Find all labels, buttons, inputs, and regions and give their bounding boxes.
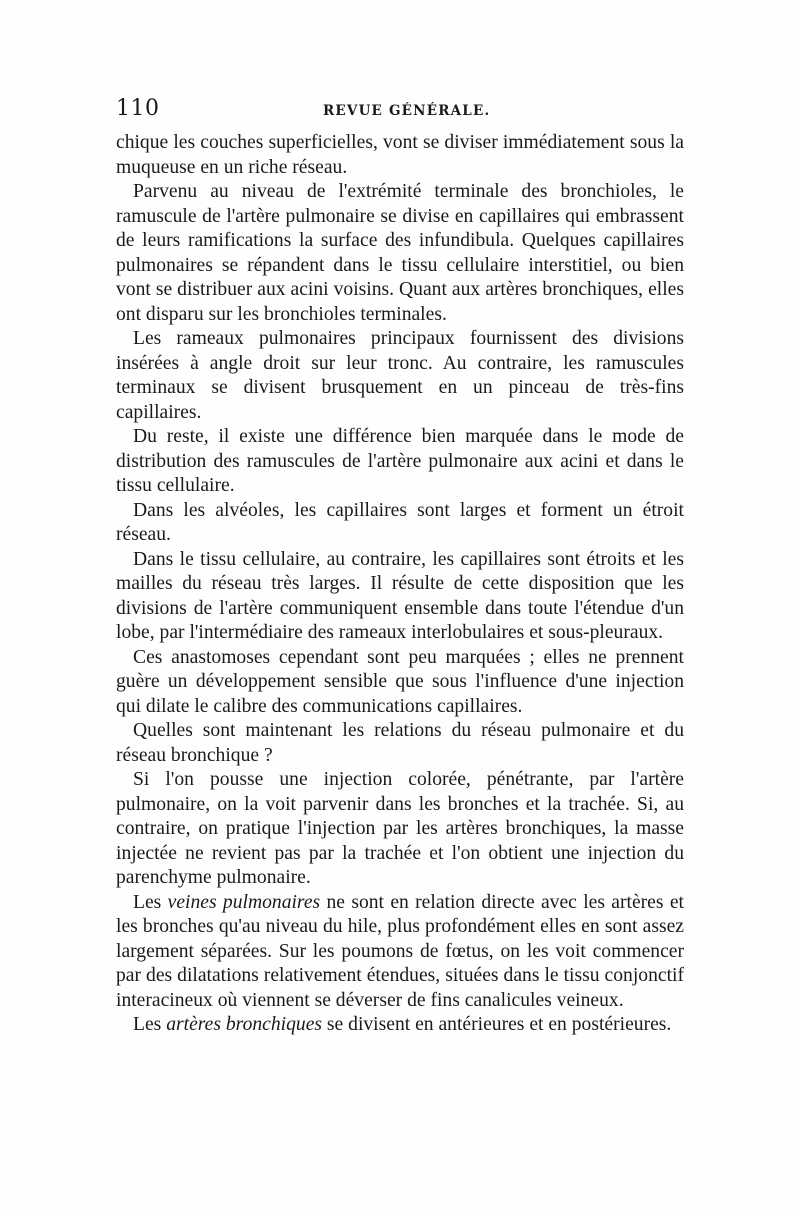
- paragraph-lead: Les: [133, 891, 168, 913]
- paragraph: chique les couches superficielles, vont se diviser immédiatement sous la muqueuse en un riche réseau.: [116, 132, 684, 178]
- running-title: REVUE GÉNÉRALE.: [323, 103, 491, 119]
- paragraph: [116, 891, 684, 1014]
- paragraph-lead: Les: [133, 1014, 167, 1035]
- paragraph: Parvenu au niveau de l'extrémité terminale des bronchioles, le ramuscule de l'artère pulmonaire se divise en capillaires qui embrassent de leurs ramifications la surface des infundibula. Quelques capillaires pulmonaires se répandent dans le tissu cellulaire interstitiel, ou bien vont se distribuer aux acini voisins. Quant aux artères bronchiques, elles ont disparu sur les bronchioles terminales.: [116, 181, 684, 325]
- paragraph: Les rameaux pulmonaires principaux fournissent des divisions insérées à angle droit sur leur tronc. Au contraire, les ramuscules terminaux se divisent brusquement en un pinceau de très-fins capillaires.: [116, 328, 684, 423]
- paragraph: Du reste, il existe une différence bien marquée dans le mode de distribution des ramuscules de l'artère pulmonaire aux acini et dans le tissu cellulaire.: [116, 426, 684, 496]
- paragraph: [116, 1013, 684, 1038]
- body-text: [116, 131, 684, 1038]
- paragraph: Quelles sont maintenant les relations du réseau pulmonaire et du réseau bronchique ?: [116, 720, 684, 766]
- paragraph: Ces anastomoses cependant sont peu marquées ; elles ne prennent guère un développement sensible que sous l'influence d'une injection qui dilate le calibre des communications capillaires.: [116, 646, 684, 717]
- paragraph: Dans le tissu cellulaire, au contraire, les capillaires sont étroits et les mailles du réseau très larges. Il résulte de cette disposition que les divisions de l'artère communiquent ensemble dans toute l'étendue d'un lobe, par l'intermédiaire des rameaux interlobulaires et sous-pleuraux.: [116, 548, 684, 643]
- paragraph-rest: ne sont en relation directe avec les artères et les bronches qu'au niveau du hile, plus profondément elles en sont assez largement séparées. Sur les poumons de fœtus, on les voit commencer par des dilatations relativement étendues, situées dans le tissu conjonctif interacineux où viennent se déverser de fins canalicules veineux.: [116, 891, 684, 1011]
- paragraph-rest: se divisent en antérieures et en postérieures.: [322, 1014, 672, 1035]
- page-header: [116, 96, 684, 126]
- italic-term: artères bronchiques: [166, 1014, 323, 1035]
- italic-term: veines pulmonaires: [167, 891, 321, 913]
- paragraph: Dans les alvéoles, les capillaires sont larges et forment un étroit réseau.: [116, 499, 684, 545]
- paragraph: Si l'on pousse une injection colorée, pénétrante, par l'artère pulmonaire, on la voit parvenir dans les bronches et la trachée. Si, au contraire, on pratique l'injection par les artères bronchiques, la masse injectée ne revient pas par la trachée et l'on obtient une injection du parenchyme pulmonaire.: [116, 769, 684, 888]
- page-number: 110: [116, 96, 160, 121]
